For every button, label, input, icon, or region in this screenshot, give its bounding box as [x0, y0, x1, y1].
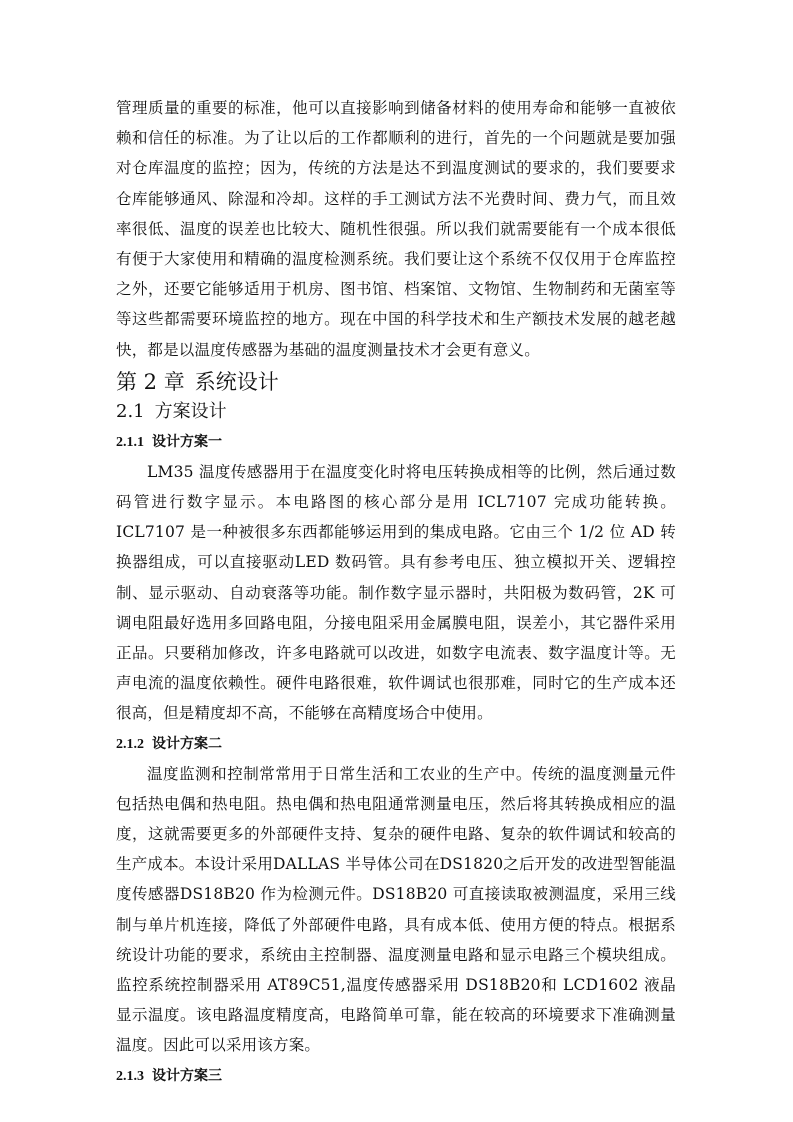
section-2-1-2-heading — [116, 729, 676, 759]
section-2-1-1-number: 2.1.1 — [116, 434, 144, 450]
section-2-1-1-paragraph: LM35 温度传感器用于在温度变化时将电压转换成相等的比例，然后通过数码管进行数字显示。本电路图的核心部分是用 ICL7107 完成功能转换。ICL7107 是一种被很多东西都能够运用到的集成电路。它由三个 1/2 位 AD 转换器组成，可以直接驱动LED 数码管。具有参考电压、独立模拟开关、逻辑控制、显示驱动、自动衰落等功能。制作数字显示器时，共阳极为数码管，2K 可调电阻最好选用多回路电阻，分接电阻采用金属膜电阻，误差小，其它器件采用正品。只要稍加修改，许多电路就可以改进，如数字电流表、数字温度计等。无声电流的温度依赖性。硬件电路很难，软件调试也很那难，同时它的生产成本还很高，但是精度却不高，不能够在高精度场合中使用。 — [116, 462, 676, 723]
intro-paragraph: 管理质量的重要的标准，他可以直接影响到储备材料的使用寿命和能够一直被依赖和信任的标准。为了让以后的工作都顺利的进行，首先的一个问题就是要加强对仓库温度的监控；因为，传统的方法是达不到温度测试的要求的，我们要要求仓库能够通风、除湿和冷却。这样的手工测试方法不光费时间、费力气，而且效率很低、温度的误差也比较大、随机性很强。所以我们就需要能有一个成本很低有便于大家使用和精确的温度检测系统。我们要让这个系统不仅仅用于仓库监控之外，还要它能够适用于机房、图书馆、档案馆、文物馆、生物制药和无菌室等等这些都需要环境监控的地方。现在中国的科学技术和生产额技术发展的越老越快，都是以温度传感器为基础的温度测量技术才会更有意义。 — [116, 99, 676, 359]
chapter-heading — [116, 367, 676, 397]
section-2-1-3-heading — [116, 1061, 676, 1091]
section-2-1-2-number: 2.1.2 — [116, 736, 144, 752]
document-page — [116, 93, 676, 1091]
section-2-1-3-title: 设计方案三 — [152, 1067, 222, 1084]
section-2-1-2-paragraph: 温度监测和控制常常用于日常生活和工农业的生产中。传统的温度测量元件包括热电偶和热电阻。热电偶和热电阻通常测量电压，然后将其转换成相应的温度，这就需要更多的外部硬件支持、复杂的硬件电路、复杂的软件调试和较高的生产成本。本设计采用DALLAS 半导体公司在DS1820之后开发的改进型智能温度传感器DS18B20 作为检测元件。DS18B20 可直接读取被测温度，采用三线制与单片机连接，降低了外部硬件电路，具有成本低、使用方便的特点。根据系统设计功能的要求，系统由主控制器、温度测量电路和显示电路三个模块组成。监控系统控制器采用 AT89C51,温度传感器采用 DS18B20和 LCD1602 液晶显示温度。该电路温度精度高，电路简单可靠，能在较高的环境要求下准确测量温度。因此可以采用该方案。 — [116, 764, 676, 1055]
section-2-1-title: 方案设计 — [154, 400, 227, 422]
section-2-1-number: 2.1 — [116, 400, 145, 422]
section-2-1-heading — [116, 397, 676, 427]
section-2-1-1-title: 设计方案一 — [152, 433, 222, 450]
section-2-1-3-number: 2.1.3 — [116, 1068, 144, 1084]
section-2-1-1-heading — [116, 427, 676, 457]
section-2-1-2-title: 设计方案二 — [152, 735, 222, 752]
chapter-title: 系统设计 — [194, 369, 279, 394]
chapter-number: 第 2 章 — [116, 369, 185, 394]
